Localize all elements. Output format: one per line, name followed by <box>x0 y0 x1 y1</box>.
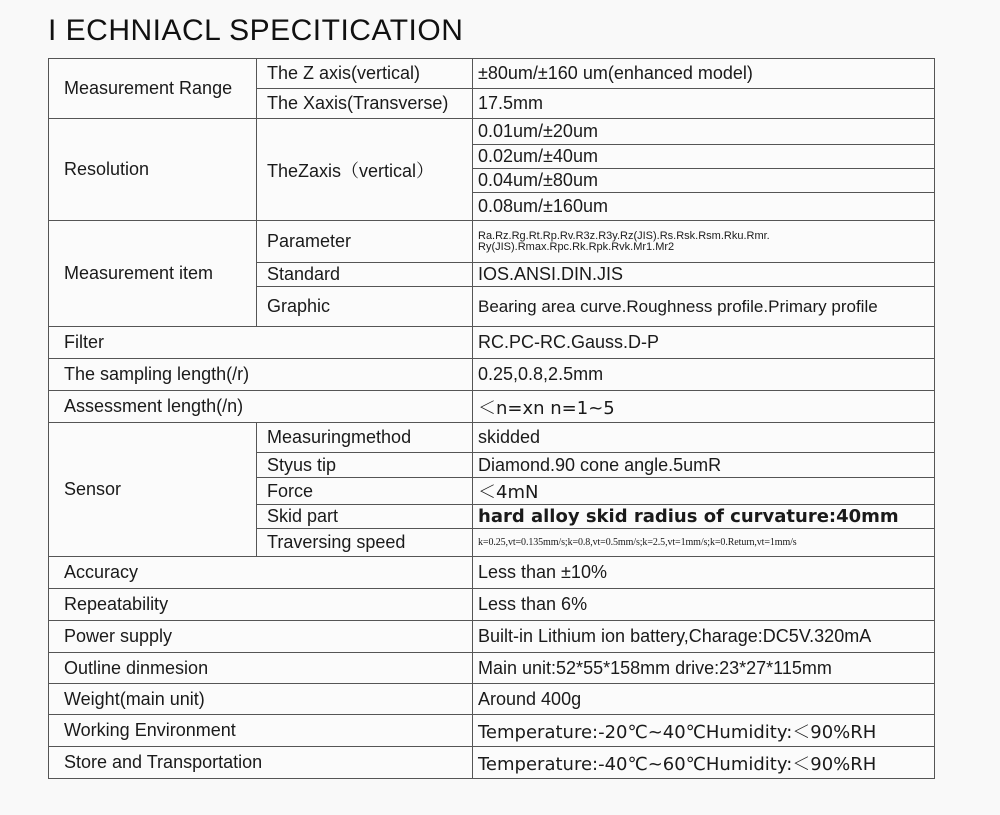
table-row <box>49 684 935 715</box>
table-row <box>49 119 935 145</box>
page-title: I ECHNIACL SPECITICATION <box>48 14 464 47</box>
value-resolution-1: 0.01um/±20um <box>473 119 935 145</box>
value-outline-dimension: Main unit:52*55*158mm drive:23*27*115mm <box>473 653 935 684</box>
sub-label-measuring-method: Measuringmethod <box>257 423 473 453</box>
sub-label-standard: Standard <box>257 263 473 287</box>
row-label-power-supply: Power supply <box>49 621 473 653</box>
table-row <box>49 221 935 263</box>
sub-label-traversing-speed: Traversing speed <box>257 529 473 557</box>
value-force: ＜4mN <box>473 478 935 505</box>
table-row <box>49 715 935 747</box>
row-label-measurement-item: Measurement item <box>49 221 257 327</box>
value-x-axis-range: 17.5mm <box>473 89 935 119</box>
sub-label-stylus-tip: Styus tip <box>257 453 473 478</box>
row-label-assessment-length: Assessment length(/n) <box>49 391 473 423</box>
value-skid-part: hard alloy skid radius of curvature:40mm <box>473 505 935 529</box>
sub-label-z-axis: The Z axis(vertical) <box>257 59 473 89</box>
value-parameter: Ra.Rz.Rg.Rt.Rp.Rv.R3z.R3y.Rz(JIS).Rs.Rsk.Rsm.Rku.Rmr. Ry(JIS).Rmax.Rpc.Rk.Rpk.Rvk.Mr1.Mr2 <box>473 221 935 263</box>
row-label-accuracy: Accuracy <box>49 557 473 589</box>
table-row <box>49 359 935 391</box>
table-row <box>49 589 935 621</box>
value-z-axis-range: ±80um/±160 um(enhanced model) <box>473 59 935 89</box>
row-label-measurement-range: Measurement Range <box>49 59 257 119</box>
sub-label-skid-part: Skid part <box>257 505 473 529</box>
value-working-environment: Temperature:-20℃~40℃Humidity:＜90%RH <box>473 715 935 747</box>
row-label-resolution: Resolution <box>49 119 257 221</box>
sub-label-resolution-axis: TheZaxis（vertical） <box>257 119 473 221</box>
table-row <box>49 327 935 359</box>
table-row <box>49 391 935 423</box>
value-measuring-method: skidded <box>473 423 935 453</box>
table-row <box>49 621 935 653</box>
value-filter: RC.PC-RC.Gauss.D-P <box>473 327 935 359</box>
value-store-transportation: Temperature:-40℃~60℃Humidity:＜90%RH <box>473 747 935 779</box>
row-label-repeatability: Repeatability <box>49 589 473 621</box>
value-resolution-2: 0.02um/±40um <box>473 145 935 169</box>
table-row <box>49 747 935 779</box>
row-label-working-environment: Working Environment <box>49 715 473 747</box>
value-assessment-length: ＜n=xn n=1~5 <box>473 391 935 423</box>
value-resolution-4: 0.08um/±160um <box>473 193 935 221</box>
row-label-sampling-length: The sampling length(/r) <box>49 359 473 391</box>
row-label-sensor: Sensor <box>49 423 257 557</box>
sub-label-parameter: Parameter <box>257 221 473 263</box>
value-sampling-length: 0.25,0.8,2.5mm <box>473 359 935 391</box>
sub-label-graphic: Graphic <box>257 287 473 327</box>
value-accuracy: Less than ±10% <box>473 557 935 589</box>
value-repeatability: Less than 6% <box>473 589 935 621</box>
value-stylus-tip: Diamond.90 cone angle.5umR <box>473 453 935 478</box>
row-label-store-transportation: Store and Transportation <box>49 747 473 779</box>
value-weight: Around 400g <box>473 684 935 715</box>
value-graphic: Bearing area curve.Roughness profile.Primary profile <box>473 287 935 327</box>
value-standard: IOS.ANSI.DIN.JIS <box>473 263 935 287</box>
sub-label-x-axis: The Xaxis(Transverse) <box>257 89 473 119</box>
value-power-supply: Built-in Lithium ion battery,Charage:DC5V.320mA <box>473 621 935 653</box>
table-row <box>49 423 935 453</box>
sub-label-force: Force <box>257 478 473 505</box>
row-label-filter: Filter <box>49 327 473 359</box>
row-label-outline-dimension: Outline dinmesion <box>49 653 473 684</box>
table-row <box>49 653 935 684</box>
row-label-weight: Weight(main unit) <box>49 684 473 715</box>
spec-table <box>48 58 935 779</box>
value-traversing-speed: k=0.25,vt=0.135mm/s;k=0.8,vt=0.5mm/s;k=2.5,vt=1mm/s;k=0.Return,vt=1mm/s <box>473 529 935 557</box>
table-row <box>49 557 935 589</box>
table-row <box>49 59 935 89</box>
value-resolution-3: 0.04um/±80um <box>473 169 935 193</box>
